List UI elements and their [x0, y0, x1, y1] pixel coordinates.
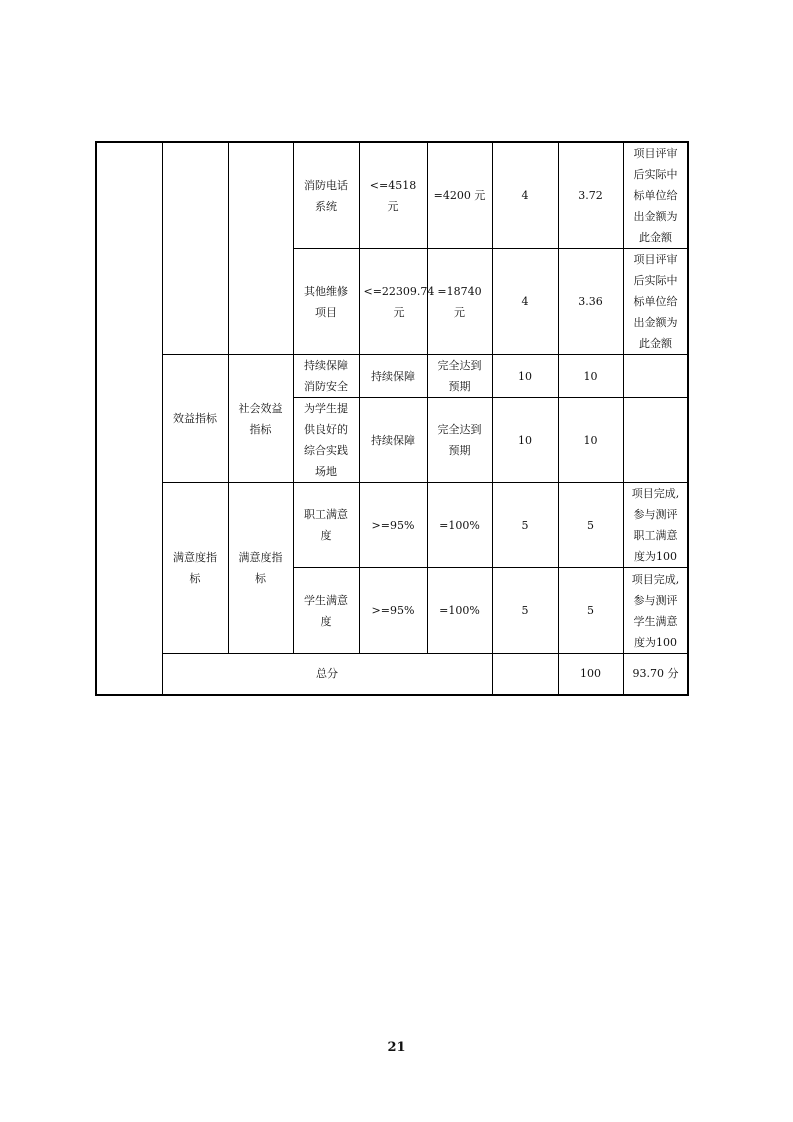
note-cell: 项目完成, 参与测评 职工满意 度为100: [623, 483, 688, 568]
target-cell: <=22309.74 元: [359, 249, 427, 355]
target-cell: 持续保障: [359, 355, 427, 398]
indicator-cell: 职工满意 度: [293, 483, 359, 568]
actual-cell: 完全达到 预期: [427, 355, 492, 398]
total-score-cell: 93.70 分: [623, 654, 688, 695]
indicator-cell: 持续保障 消防安全: [293, 355, 359, 398]
score-cell: 10: [558, 355, 623, 398]
actual-cell: =100%: [427, 483, 492, 568]
total-weight-cell: 100: [558, 654, 623, 695]
total-actual-cell: [492, 654, 558, 695]
weight-cell: 4: [492, 249, 558, 355]
actual-cell: =18740 元: [427, 249, 492, 355]
performance-table: [95, 141, 689, 696]
weight-cell: 4: [492, 142, 558, 249]
note-cell: [623, 355, 688, 398]
target-cell: >=95%: [359, 483, 427, 568]
table-row: [96, 355, 688, 398]
note-cell: 项目评审 后实际中 标单位给 出金额为 此金额: [623, 142, 688, 249]
level2-cell: [228, 142, 293, 355]
table-row: [96, 483, 688, 568]
actual-cell: =4200 元: [427, 142, 492, 249]
category-cell: [96, 142, 162, 695]
indicator-cell: 学生满意 度: [293, 568, 359, 654]
actual-cell: 完全达到 预期: [427, 398, 492, 483]
note-cell: 项目完成, 参与测评 学生满意 度为100: [623, 568, 688, 654]
note-cell: [623, 398, 688, 483]
target-cell: <=4518 元: [359, 142, 427, 249]
score-cell: 5: [558, 483, 623, 568]
score-cell: 10: [558, 398, 623, 483]
level2-cell: 社会效益 指标: [228, 355, 293, 483]
weight-cell: 5: [492, 568, 558, 654]
weight-cell: 10: [492, 355, 558, 398]
total-label-cell: 总分: [162, 654, 492, 695]
table-row: [96, 142, 688, 249]
weight-cell: 10: [492, 398, 558, 483]
indicator-cell: 为学生提 供良好的 综合实践 场地: [293, 398, 359, 483]
actual-cell: =100%: [427, 568, 492, 654]
target-cell: 持续保障: [359, 398, 427, 483]
target-cell: >=95%: [359, 568, 427, 654]
note-cell: 项目评审 后实际中 标单位给 出金额为 此金额: [623, 249, 688, 355]
level2-cell: 满意度指 标: [228, 483, 293, 654]
page-number: 21: [387, 1040, 406, 1055]
indicator-cell: 其他维修 项目: [293, 249, 359, 355]
level1-cell: [162, 142, 228, 355]
score-cell: 5: [558, 568, 623, 654]
total-row: [96, 654, 688, 695]
indicator-cell: 消防电话 系统: [293, 142, 359, 249]
weight-cell: 5: [492, 483, 558, 568]
level1-cell: 满意度指 标: [162, 483, 228, 654]
score-cell: 3.72: [558, 142, 623, 249]
score-cell: 3.36: [558, 249, 623, 355]
level1-cell: 效益指标: [162, 355, 228, 483]
